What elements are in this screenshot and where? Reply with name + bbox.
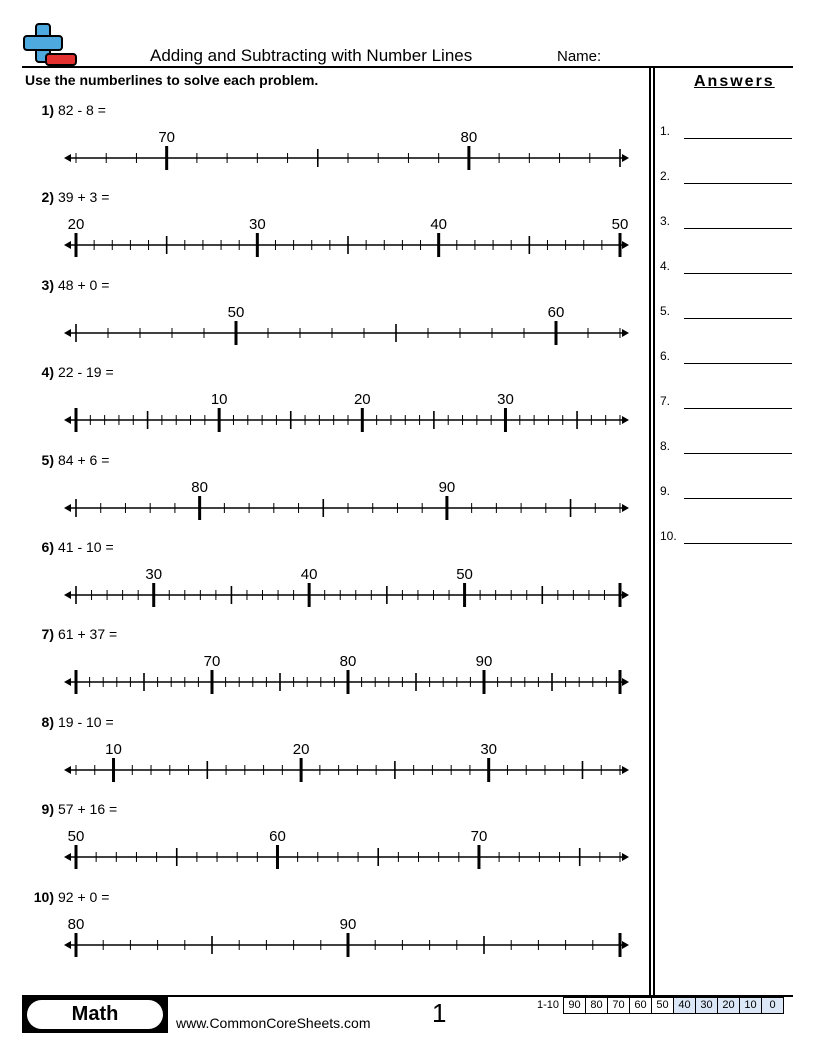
- tick-label: 40: [300, 566, 318, 583]
- problem-number: 3): [41, 276, 54, 293]
- tick-label: 30: [145, 566, 163, 583]
- answer-row: [660, 214, 794, 234]
- arrow-right-icon: [622, 504, 629, 512]
- answer-number: 4.: [660, 259, 671, 273]
- arrow-left-icon: [64, 766, 71, 774]
- problem-number: 6): [41, 539, 54, 555]
- number-line-4: [0, 364, 640, 434]
- subject-badge: Math: [27, 1000, 163, 1029]
- tick-label: 40: [430, 216, 448, 234]
- score-cell: 50: [651, 997, 674, 1014]
- answer-blank[interactable]: [684, 453, 792, 454]
- arrow-right-icon: [622, 241, 629, 249]
- arrow-right-icon: [622, 766, 629, 774]
- arrow-right-icon: [622, 678, 629, 686]
- problem-number: 2): [41, 189, 54, 206]
- tick-label: 70: [470, 828, 488, 846]
- number-line-7: [0, 626, 640, 696]
- page-number: 1: [432, 998, 447, 1028]
- arrow-left-icon: [64, 941, 71, 949]
- site-url: www.CommonCoreSheets.com: [176, 1015, 371, 1031]
- tick-label: 70: [158, 129, 176, 146]
- arrow-left-icon: [64, 241, 71, 249]
- answer-number: 6.: [660, 349, 671, 363]
- worksheet-title: Adding and Subtracting with Number Lines: [150, 46, 473, 65]
- tick-label: 30: [480, 740, 498, 758]
- number-line-10: [0, 889, 640, 959]
- answer-row: [660, 124, 794, 144]
- problem-number: 5): [41, 451, 54, 468]
- problem-expression: 92 + 0 =: [58, 888, 110, 905]
- score-cell: 40: [673, 997, 696, 1014]
- arrow-left-icon: [64, 416, 71, 424]
- score-range-label: 1-10: [536, 999, 560, 1011]
- problem-number: 4): [41, 364, 54, 381]
- answer-number: 5.: [660, 304, 671, 318]
- problem-number: 1): [41, 102, 54, 118]
- tick-label: 10: [210, 391, 228, 409]
- answer-blank[interactable]: [684, 498, 792, 499]
- arrow-left-icon: [64, 853, 71, 861]
- tick-label: 80: [67, 915, 85, 933]
- answer-number: 1.: [660, 124, 671, 138]
- tick-label: 50: [611, 216, 629, 234]
- header-divider: [22, 66, 793, 68]
- tick-label: 30: [497, 391, 514, 409]
- logo-plus-minus-icon: [22, 22, 78, 68]
- tick-label: 80: [460, 129, 478, 146]
- arrow-right-icon: [622, 329, 629, 337]
- problem-number: 7): [41, 626, 54, 643]
- number-line-5: [0, 452, 640, 522]
- answer-blank[interactable]: [684, 138, 792, 139]
- score-cell: 60: [629, 997, 652, 1014]
- column-divider-left: [649, 67, 651, 995]
- tick-label: 20: [353, 391, 371, 409]
- answer-row: [660, 484, 794, 504]
- answer-number: 10.: [660, 529, 677, 543]
- answer-blank[interactable]: [684, 183, 792, 184]
- problem-number: 10): [33, 888, 54, 905]
- answer-row: [660, 304, 794, 324]
- tick-label: 20: [67, 216, 85, 234]
- number-line-3: [0, 277, 640, 347]
- tick-label: 90: [438, 478, 456, 496]
- arrow-left-icon: [64, 678, 71, 686]
- score-cell: 20: [717, 997, 740, 1014]
- answer-blank[interactable]: [684, 543, 792, 544]
- answer-number: 3.: [660, 214, 671, 228]
- name-label: Name:: [557, 48, 602, 65]
- tick-label: 50: [456, 566, 473, 583]
- answer-blank[interactable]: [684, 228, 792, 229]
- arrow-right-icon: [622, 941, 629, 949]
- answer-row: [660, 349, 794, 369]
- tick-label: 70: [203, 653, 221, 671]
- problem-expression: 48 + 0 =: [58, 276, 110, 293]
- problem-number: 9): [41, 801, 54, 818]
- column-divider-right: [653, 67, 655, 995]
- number-line-8: [0, 714, 640, 784]
- tick-label: 60: [547, 303, 565, 321]
- problem-expression: 57 + 16 =: [58, 801, 118, 818]
- arrow-left-icon: [64, 591, 71, 599]
- answer-row: [660, 394, 794, 414]
- tick-label: 50: [227, 303, 245, 321]
- problem-number: 8): [41, 713, 54, 730]
- tick-label: 20: [292, 740, 310, 758]
- answer-number: 7.: [660, 394, 671, 408]
- answer-row: [660, 259, 794, 279]
- arrow-right-icon: [622, 853, 629, 861]
- problem-expression: 84 + 6 =: [58, 451, 110, 468]
- arrow-left-icon: [64, 154, 71, 162]
- tick-label: 10: [105, 740, 122, 758]
- problem-expression: 41 - 10 =: [58, 539, 114, 555]
- problem-expression: 39 + 3 =: [58, 189, 110, 206]
- arrow-right-icon: [622, 154, 629, 162]
- problem-expression: 22 - 19 =: [58, 364, 114, 381]
- tick-label: 80: [191, 478, 208, 496]
- answer-row: [660, 439, 794, 459]
- tick-label: 30: [248, 216, 266, 234]
- tick-label: 60: [269, 828, 286, 846]
- score-cell: 70: [607, 997, 630, 1014]
- score-table: [532, 997, 784, 1014]
- answers-title: Answers: [694, 73, 775, 90]
- answer-blank[interactable]: [684, 318, 792, 319]
- answer-number: 2.: [660, 169, 671, 183]
- problem-expression: 61 + 37 =: [58, 626, 118, 643]
- number-line-6: [0, 539, 640, 609]
- answer-row: [660, 529, 794, 549]
- problem-expression: 19 - 10 =: [58, 713, 114, 730]
- tick-label: 50: [67, 828, 85, 846]
- arrow-left-icon: [64, 504, 71, 512]
- arrow-left-icon: [64, 329, 71, 337]
- score-cell: 10: [739, 997, 762, 1014]
- tick-label: 80: [339, 653, 357, 671]
- answer-blank[interactable]: [684, 408, 792, 409]
- number-line-2: [0, 189, 640, 259]
- answer-blank[interactable]: [684, 363, 792, 364]
- arrow-right-icon: [622, 416, 629, 424]
- number-line-1: [0, 102, 640, 172]
- problem-expression: 82 - 8 =: [58, 102, 106, 118]
- answer-number: 8.: [660, 439, 671, 453]
- arrow-right-icon: [622, 591, 629, 599]
- score-cell: 30: [695, 997, 718, 1014]
- answer-blank[interactable]: [684, 273, 792, 274]
- score-cell: 80: [585, 997, 608, 1014]
- tick-label: 90: [339, 915, 357, 933]
- number-line-9: [0, 801, 640, 871]
- tick-label: 90: [475, 653, 493, 671]
- instructions: Use the numberlines to solve each problem.: [25, 72, 319, 88]
- answer-number: 9.: [660, 484, 671, 498]
- score-cell: 0: [761, 997, 784, 1014]
- score-cell: 90: [563, 997, 586, 1014]
- answer-row: [660, 169, 794, 189]
